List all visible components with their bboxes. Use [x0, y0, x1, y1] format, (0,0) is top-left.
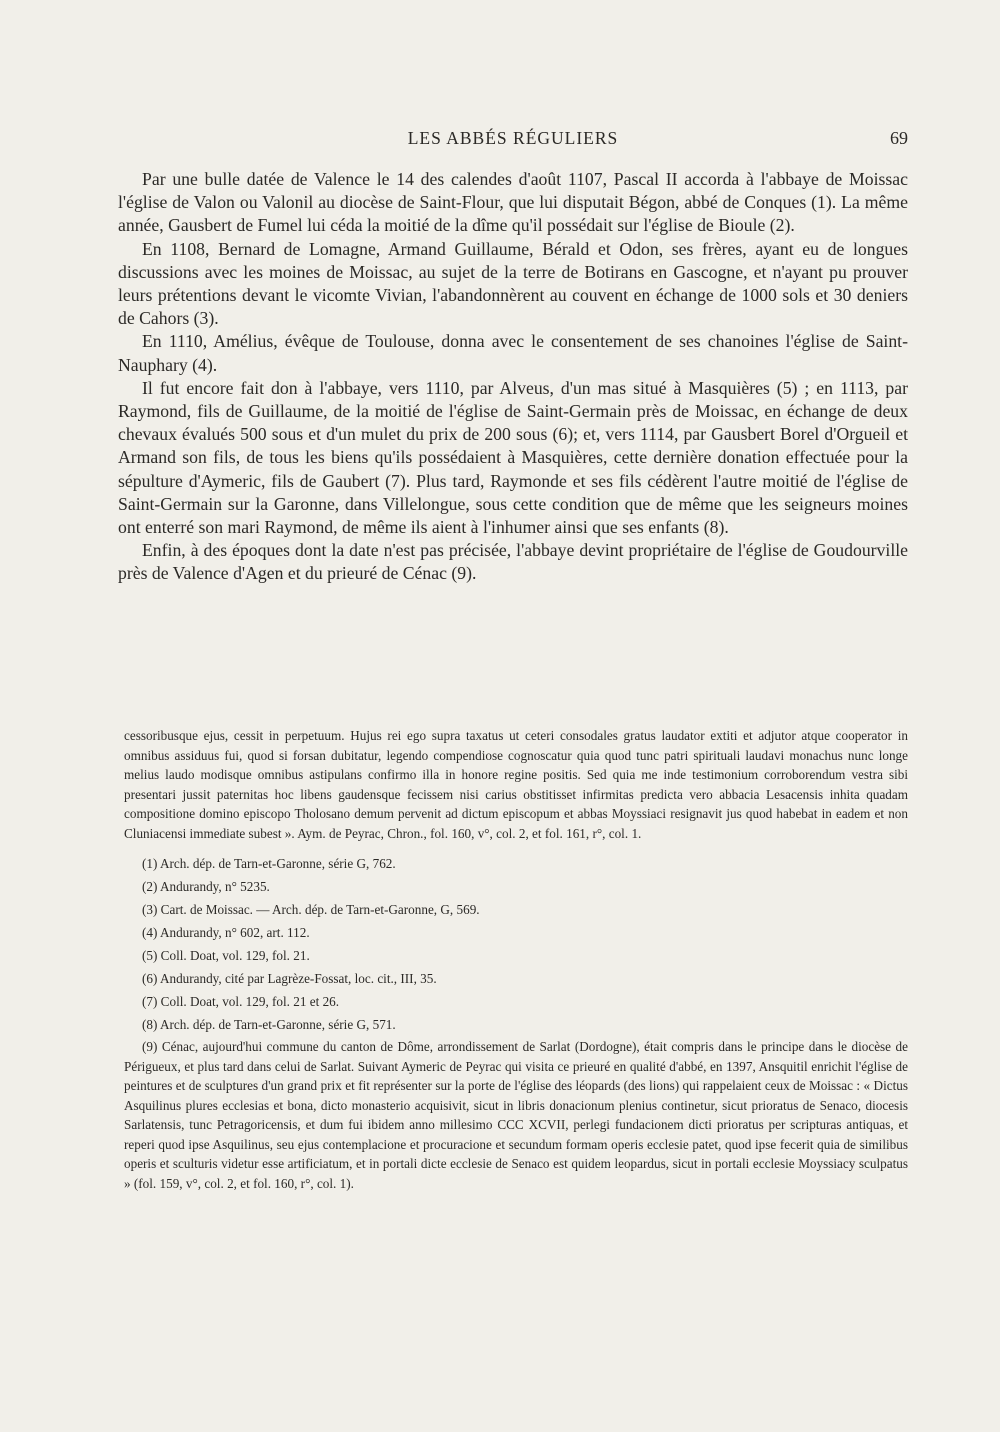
paragraph: Enfin, à des époques dont la date n'est pas précisée, l'abbaye devint propriétaire de l'église de Goudourville près de Valence d'Agen et du prieuré de Cénac (9). [118, 540, 908, 584]
running-title: LES ABBÉS RÉGULIERS [407, 128, 619, 148]
paragraph: En 1110, Amélius, évêque de Toulouse, donna avec le consentement de ses chanoines l'église de Saint-Nauphary (4). [118, 331, 908, 375]
paragraph: Par une bulle datée de Valence le 14 des calendes d'août 1107, Pascal II accorda à l'abbaye de Moissac l'église de Valon ou Valonil au diocèse de Saint-Flour, que lui disputait Bégon, abbé de Conques (1). La même année, Gausbert de Fumel lui céda la moitié de la dîme qu'il possédait sur l'église de Bioule (2). [118, 169, 908, 236]
footnotes-section [124, 726, 908, 1193]
footnote: (1) Arch. dép. de Tarn-et-Garonne, série G, 762. [142, 856, 396, 871]
paragraph: En 1108, Bernard de Lomagne, Armand Guillaume, Bérald et Odon, ses frères, ayant eu de longues discussions avec les moines de Moissac, au sujet de la terre de Botirans en Gascogne, et n'ayant pu prouver leurs prétentions devant le vicomte Vivian, l'abandonnèrent au couvent en échange de 1000 sols et 30 deniers de Cahors (3). [118, 238, 908, 329]
main-text [118, 168, 908, 586]
page-number: 69 [890, 128, 908, 148]
footnote-long: (9) Cénac, aujourd'hui commune du canton de Dôme, arrondissement de Sarlat (Dordogne), était compris dans le principe dans le diocèse de Périgueux, et plus tard dans celui de Sarlat. Suivant Aymeric de Peyrac qui visita ce prieuré en qualité d'abbé, en 1397, Ansquitil enrichit l'église de peintures et de sculptures d'un grand prix et fit représenter sur la porte de l'église des léopards (des lions) qui rappelaient ceux de Moissac : « Dictus Asquilinus plures ecclesias et bona, dicto monasterio acquisivit, sicut in libris donacionum plenius continetur, sicut prioratus de Senaco, diocesis Sarlatensis, tunc Petragoricensis, et dum fui ibidem anno millesimo CCC XCVII, perlegi fundacionem dicti prioratus per scripturas antiquas, et reperi quod ipse Asquilinus, seu ejus contemplacione et procuracione et secundum formam operis ecclesie patet, quod ipse fecerit quia de similibus operis et sculturis videtur esse artificiatum, et in portali dicte ecclesie de Senaco est quidem leopardus, sicut in portali ecclesie Moyssiacy sculpatus » (fol. 159, v°, col. 2, et fol. 160, r°, col. 1). [124, 1039, 908, 1191]
footnote: (7) Coll. Doat, vol. 129, fol. 21 et 26. [142, 994, 340, 1009]
footnote-list [124, 853, 908, 1036]
footnote: (6) Andurandy, cité par Lagrèze-Fossat, loc. cit., III, 35. [142, 971, 437, 986]
footnote: (4) Andurandy, n° 602, art. 112. [142, 925, 310, 940]
footnote: (3) Cart. de Moissac. — Arch. dép. de Tarn-et-Garonne, G, 569. [142, 902, 480, 917]
footnote: (8) Arch. dép. de Tarn-et-Garonne, série G, 571. [142, 1017, 396, 1032]
page-header [118, 128, 908, 156]
paragraph: Il fut encore fait don à l'abbaye, vers 1110, par Alveus, d'un mas situé à Masquières (5) ; en 1113, par Raymond, fils de Guillaume, de la moitié de l'église de Saint-Germain près de Moissac, en échange de deux chevaux évalués 500 sous et d'un mulet du prix de 200 sous (6); et, vers 1114, par Gausbert Borel d'Orgueil et Armand son fils, de tous les biens qu'ils possédaient à Masquières, cette dernière donation effectuée pour la sépulture d'Aymeric, fils de Gaubert (7). Plus tard, Raymonde et ses fils cédèrent l'autre moitié de l'église de Saint-Germain sur la Garonne, dans Villelongue, sous cette condition que de même que les seigneurs moines ont enterré son mari Raymond, de même ils aient à l'inhumer ainsi que ses enfants (8). [118, 377, 908, 538]
footnote: (5) Coll. Doat, vol. 129, fol. 21. [142, 948, 310, 963]
footnote-continuation: cessoribusque ejus, cessit in perpetuum. Hujus rei ego supra taxatus ut ceteri consodales gratus laudator extiti et adjutor atque cooperator in omnibus assiduus fui, quod si forsan dubitatur, legendo compendiose cognoscatur quia quod tunc patri spirituali laudavi monachus nunc longe melius laudo modisque omnibus astipulans confirmo illa in honore regine positis. Sed quia me inde testimonium corroborendum vestra sibi presentari jussit paternitas hoc libens gaudensque fecissem nisi carius obstitisset infirmitas predicta vero abbacia Lesacensis inhita quadam compositione domino episcopo Tholosano demum pervenit ad dictum episcopum et abbas Moyssiaci resignavit jus quod habebat in eadem et non Cluniacensi immediate subest ». Aym. de Peyrac, Chron., fol. 160, v°, col. 2, et fol. 161, r°, col. 1. [124, 728, 908, 841]
footnote: (2) Andurandy, n° 5235. [142, 879, 270, 894]
